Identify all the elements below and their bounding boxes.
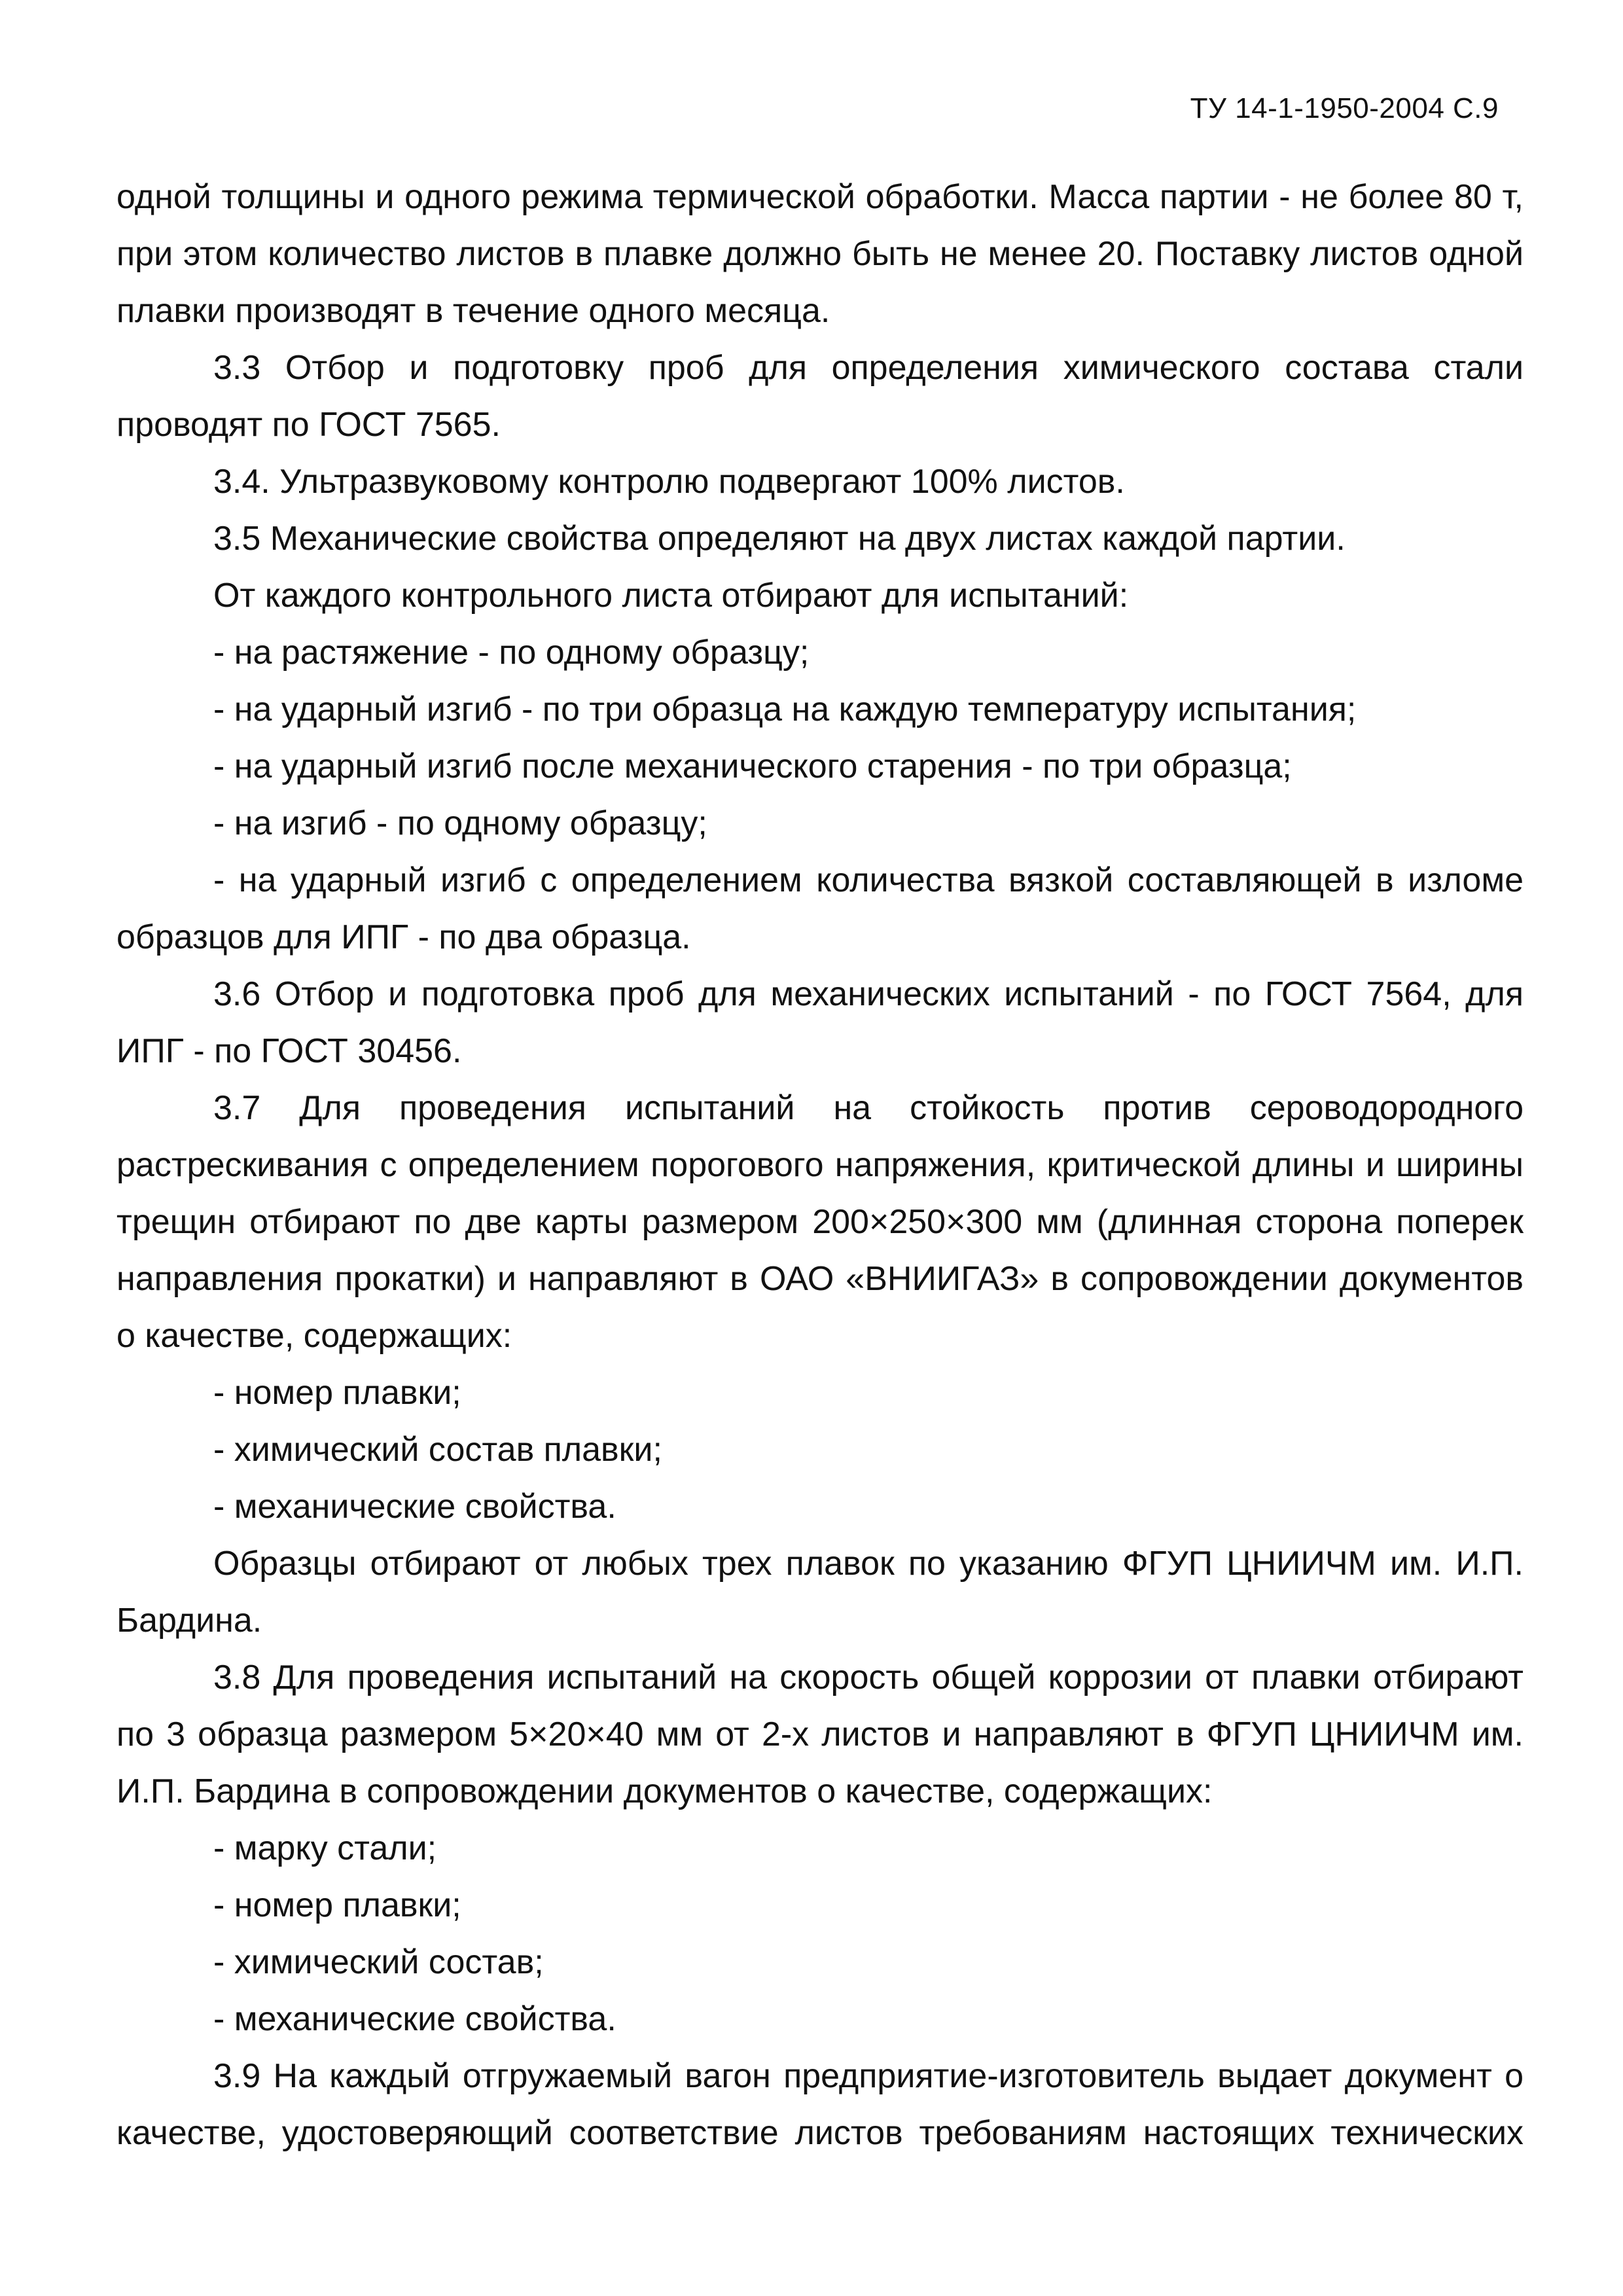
paragraph-batch-continuation: одной толщины и одного режима термической обработки. Масса партии - не более 80 т, при этом количество листов в плавке должно быть не менее 20. Поставку листов одной плавки производят в течение одного месяца.: [116, 178, 1524, 330]
paragraph-3-5: 3.5 Механические свойства определяют на двух листах каждой партии.: [213, 520, 1346, 558]
list-item-chemistry: - химический состав;: [213, 1943, 544, 1981]
list-item-mechanical-properties: - механические свойства.: [213, 1488, 616, 1526]
paragraph-3-7: 3.7 Для проведения испытаний на стойкость против сероводородного растрескивания с определением порогового напряжения, критической длины и ширины трещин отбирают по две карты размером 200×250×300 мм (длинная сторона поперек направления прокатки) и направляют в ОАО «ВНИИГАЗ» в сопровождении документов о качестве, содержащих:: [116, 1089, 1524, 1355]
paragraph-sampling-intro: От каждого контрольного листа отбирают для испытаний:: [213, 577, 1129, 615]
list-item-bend: - на изгиб - по одному образцу;: [213, 804, 707, 842]
paragraph-sample-selection: Образцы отбирают от любых трех плавок по указанию ФГУП ЦНИИЧМ им. И.П. Бардина.: [116, 1545, 1524, 1640]
list-item-melt-number-2: - номер плавки;: [213, 1886, 461, 1924]
paragraph-3-9: 3.9 На каждый отгружаемый вагон предприятие-изготовитель выдает документ о качестве, удостоверяющий соответствие листов требованиям настоящих технических: [116, 2057, 1524, 2152]
document-body: [116, 169, 1524, 2162]
paragraph-3-6: 3.6 Отбор и подготовка проб для механических испытаний - по ГОСТ 7564, для ИПГ - по ГОСТ 30456.: [116, 975, 1524, 1070]
list-item-mechanical-properties-2: - механические свойства.: [213, 2000, 616, 2038]
paragraph-3-3: 3.3 Отбор и подготовку проб для определения химического состава стали проводят по ГОСТ 7565.: [116, 349, 1524, 444]
list-item-melt-number: - номер плавки;: [213, 1374, 461, 1412]
paragraph-3-4: 3.4. Ультразвуковому контролю подвергают 100% листов.: [213, 463, 1125, 501]
paragraph-3-8: 3.8 Для проведения испытаний на скорость общей коррозии от плавки отбирают по 3 образца размером 5×20×40 мм от 2-х листов и направляют в ФГУП ЦНИИЧМ им. И.П. Бардина в сопровождении документов о качестве, содержащих:: [116, 1659, 1524, 1810]
list-item-tension: - на растяжение - по одному образцу;: [213, 634, 810, 672]
list-item-steel-grade: - марку стали;: [213, 1829, 437, 1867]
list-item-impact-bend: - на ударный изгиб - по три образца на каждую температуру испытания;: [213, 691, 1357, 728]
page-header: ТУ 14-1-1950-2004 С.9: [1190, 92, 1499, 124]
list-item-melt-chemistry: - химический состав плавки;: [213, 1431, 662, 1469]
list-item-impact-bend-ductile: - на ударный изгиб с определением количества вязкой составляющей в изломе образцов для ИПГ - по два образца.: [116, 861, 1524, 956]
list-item-impact-bend-aging: - на ударный изгиб после механического старения - по три образца;: [213, 747, 1292, 785]
